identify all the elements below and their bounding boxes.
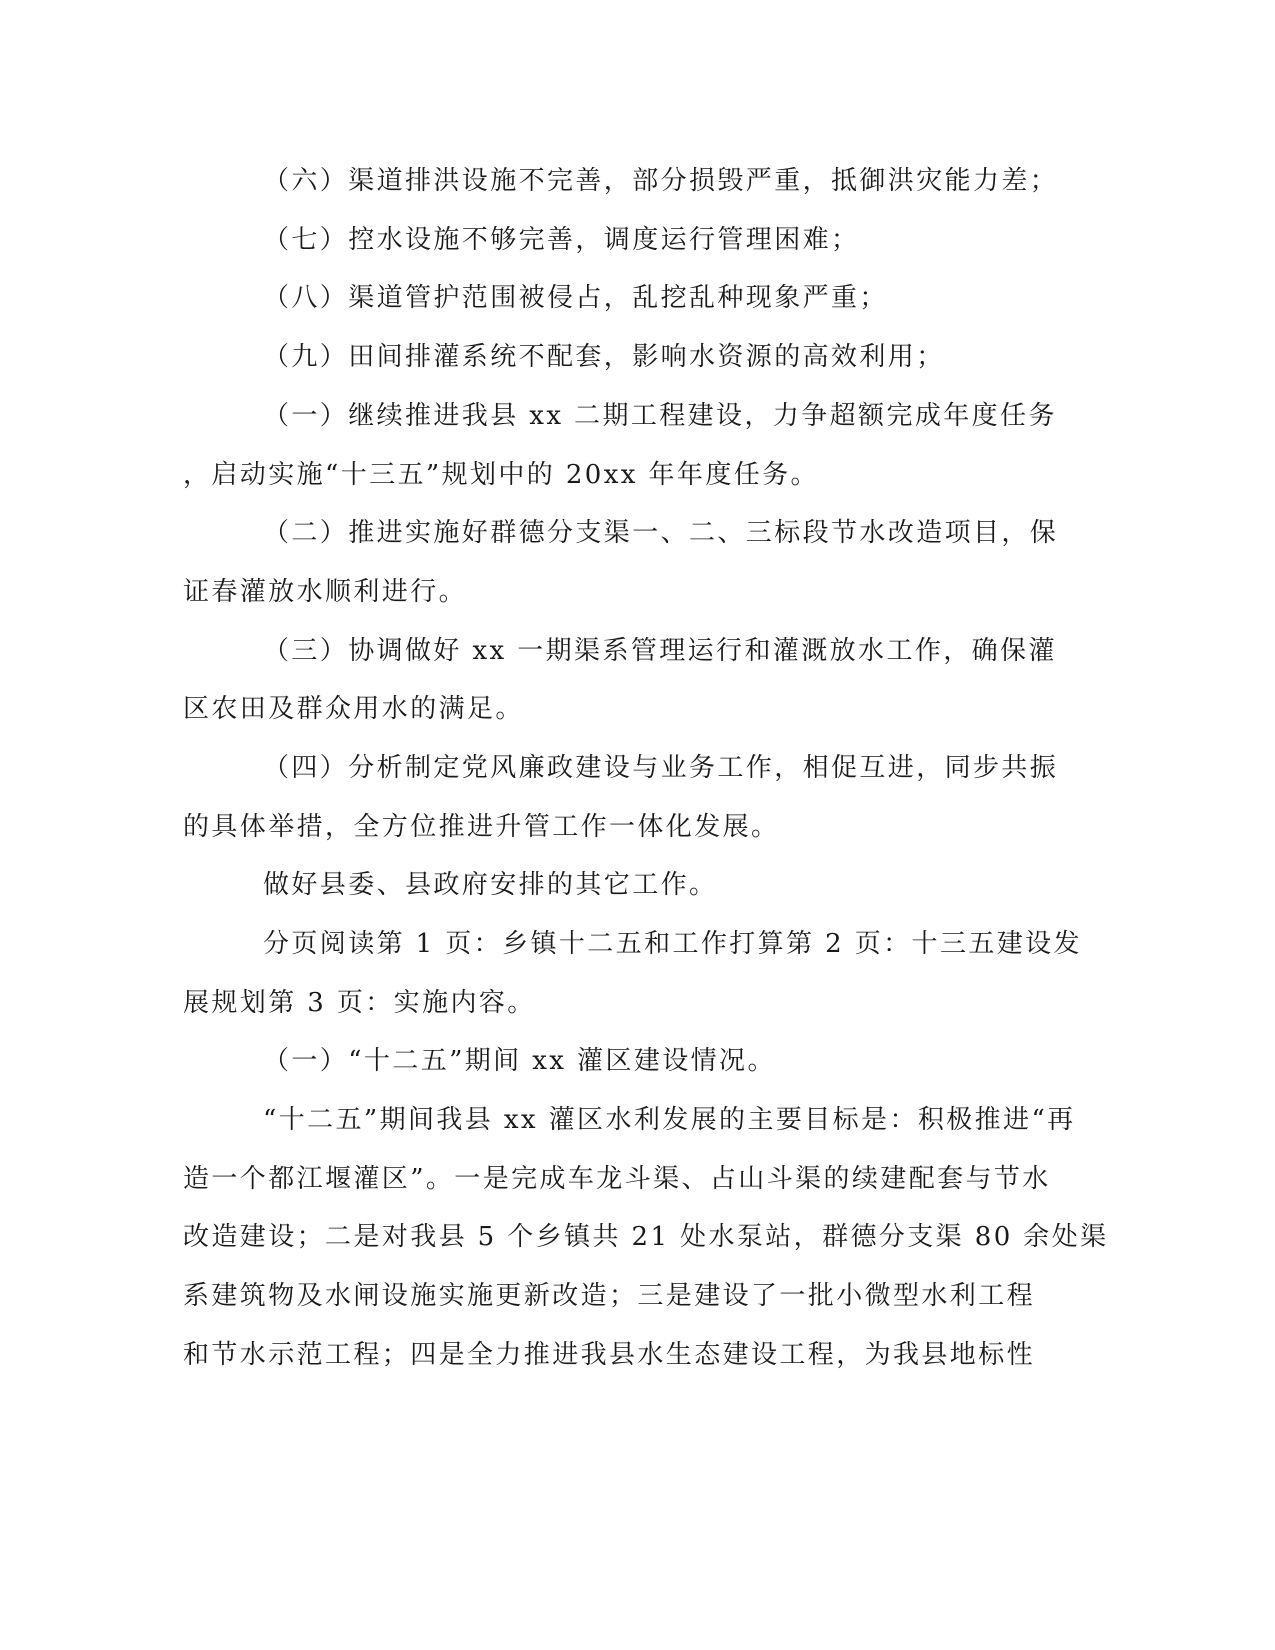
paragraph-line: 区农田及群众用水的满足。 [183,694,524,724]
paragraph-line: 和节水示范工程；四是全力推进我县水生态建设工程，为我县地标性 [183,1340,1036,1370]
paragraph-line: 证春灌放水顺利进行。 [183,577,468,607]
paragraph-line: 系建筑物及水闸设施实施更新改造；三是建设了一批小微型水利工程 [183,1281,1036,1311]
paragraph-line: 做好县委、县政府安排的其它工作。 [263,870,718,900]
paragraph-line: （九）田间排灌系统不配套，影响水资源的高效利用； [263,342,945,372]
paragraph-line: （四）分析制定党风廉政建设与业务工作，相促互进，同步共振 [263,753,1059,783]
paragraph-line: （一）继续推进我县 xx 二期工程建设，力争超额完成年度任务 [263,401,1057,431]
paragraph-line: 改造建设；二是对我县 5 个乡镇共 21 处水泵站，群德分支渠 80 余处渠 [183,1222,1109,1252]
paragraph-line: “十二五”期间我县 xx 灌区水利发展的主要目标是：积极推进“再 [263,1105,1076,1135]
paragraph-line: （一）“十二五”期间 xx 灌区建设情况。 [263,1046,776,1076]
paragraph-line: （二）推进实施好群德分支渠一、二、三标段节水改造项目，保 [263,518,1059,548]
paragraph-line: （八）渠道管护范围被侵占，乱挖乱种现象严重； [263,283,888,313]
paragraph-line: （三）协调做好 xx 一期渠系管理运行和灌溉放水工作，确保灌 [263,636,1057,666]
paragraph-line: 的具体举措，全方位推进升管工作一体化发展。 [183,812,780,842]
paragraph-line: 造一个都江堰灌区”。一是完成车龙斗渠、占山斗渠的续建配套与节水 [183,1164,1051,1194]
paragraph-line: （七）控水设施不够完善，调度运行管理困难； [263,225,860,255]
paragraph-line: 展规划第 3 页：实施内容。 [183,988,536,1018]
paragraph-line: ，启动实施“十三五”规划中的 20xx 年年度任务。 [183,460,819,490]
paragraph-line: （六）渠道排洪设施不完善，部分损毁严重，抵御洪灾能力差； [263,166,1059,196]
paragraph-line: 分页阅读第 1 页：乡镇十二五和工作打算第 2 页：十三五建设发 [263,929,1082,959]
